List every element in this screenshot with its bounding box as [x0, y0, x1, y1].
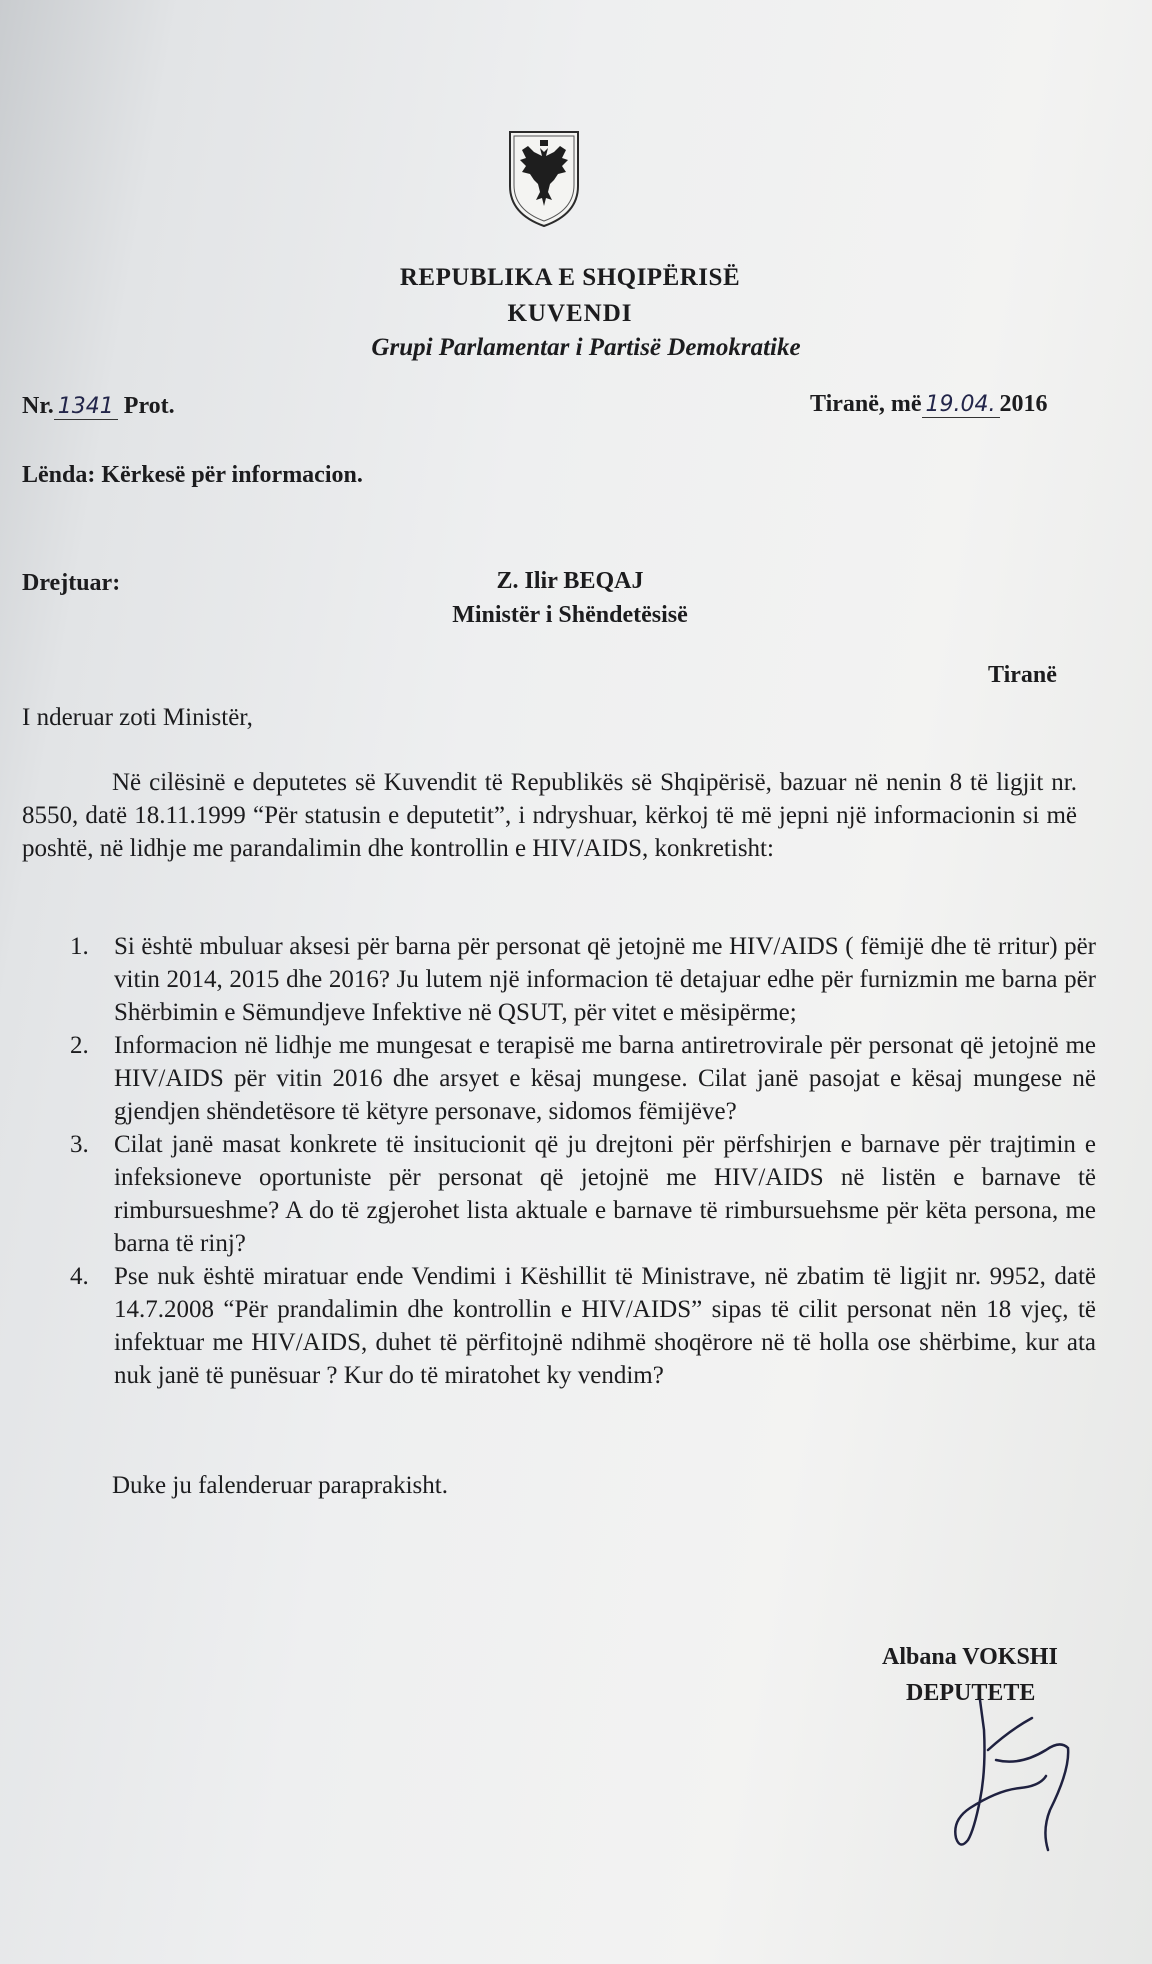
protocol-line — [22, 393, 175, 420]
closing-line: Duke ju falenderuar paraprakisht. — [112, 1472, 448, 1499]
republic-heading: REPUBLIKA E SHQIPËRISË — [399, 264, 741, 291]
list-item — [66, 1260, 1096, 1392]
parliamentary-group-heading: Grupi Parlamentar i Partisë Demokratike — [371, 334, 801, 361]
request-list — [66, 930, 1096, 1392]
dateline-year: 2016 — [999, 391, 1048, 417]
handwritten-signature — [950, 1690, 1090, 1860]
addressee-role: Ministër i Shëndetësisë — [452, 602, 688, 628]
protocol-prefix: Nr. — [22, 393, 54, 419]
subject-line: Lënda: Kërkesë për informacion. — [22, 462, 363, 488]
protocol-suffix: Prot. — [123, 393, 175, 419]
signer-role: DEPUTETE — [906, 1680, 1036, 1706]
list-item — [66, 1128, 1096, 1260]
salutation: I nderuar zoti Ministër, — [22, 704, 253, 731]
list-item-number: 4. — [70, 1263, 89, 1290]
list-item-number: 3. — [70, 1131, 89, 1158]
albanian-eagle-emblem-icon — [504, 126, 584, 230]
list-item-text: Si është mbuluar aksesi për barna për personat që jetojnë me HIV/AIDS ( fëmijë dhe të rritur) për vitin 2014, 2015 dhe 2016? Ju lutem një informacion të detajuar edhe për furnizmin me barna për Shërbimin e Sëmundjeve Infektive në QSUT, për vitet e mësipërme; — [114, 933, 1096, 1026]
institution-heading: KUVENDI — [507, 300, 633, 327]
list-item-text: Informacion në lidhje me mungesat e terapisë me barna antiretrovirale për personat që jetojnë me HIV/AIDS për vitin 2016 dhe arsyet e kësaj mungese. Cilat janë pasojat e kësaj mungese në gjendjen shëndetësore të këtyre personave, sidomos fëmijëve? — [114, 1032, 1096, 1125]
list-item — [66, 930, 1096, 1029]
list-item-text: Cilat janë masat konkrete të insitucionit që ju drejtoni për përfshirjen e barnave për trajtimin e infeksioneve oportuniste për personat që jetojnë me HIV/AIDS në listën e barnave të rimbursueshme? A do të zgjerohet lista aktuale e barnave të rimbursuehsme për këta persona, me barna të rinj? — [114, 1131, 1096, 1257]
dateline-place: Tiranë, më — [810, 391, 922, 417]
list-item-number: 2. — [70, 1032, 89, 1059]
list-item-number: 1. — [70, 933, 89, 960]
list-item-text: Pse nuk është miratuar ende Vendimi i Këshillit të Ministrave, në zbatim të ligjit nr. 9952, datë 14.7.2008 “Për prandalimin dhe kontrollin e HIV/AIDS” sipas të cilit personat nën 18 vjeç, të infektuar me HIV/AIDS, duhet të përfitojnë ndihmë shoqërore në të holla ose shërbime, kur ata nuk janë të punësuar ? Kur do të miratohet ky vendim? — [114, 1263, 1096, 1389]
intro-paragraph: Në cilësinë e deputetes së Kuvendit të Republikës së Shqipërisë, bazuar në nenin 8 të ligjit nr. 8550, datë 18.11.1999 “Për statusin e deputetit”, i ndryshuar, kërkoj të më jepni një informacionin si më poshtë, në lidhje me parandalimin dhe kontrollin e HIV/AIDS, konkretisht: — [22, 769, 1077, 862]
signer-name: Albana VOKSHI — [882, 1644, 1058, 1670]
dateline — [810, 391, 1048, 418]
list-item — [66, 1029, 1096, 1128]
addressed-label: Drejtuar: — [22, 570, 121, 596]
addressee-city: Tiranë — [988, 662, 1057, 688]
protocol-number: 1341 — [54, 394, 118, 420]
dateline-handwritten-date: 19.04. — [922, 392, 1000, 418]
addressee-name: Z. Ilir BEQAJ — [496, 568, 644, 594]
